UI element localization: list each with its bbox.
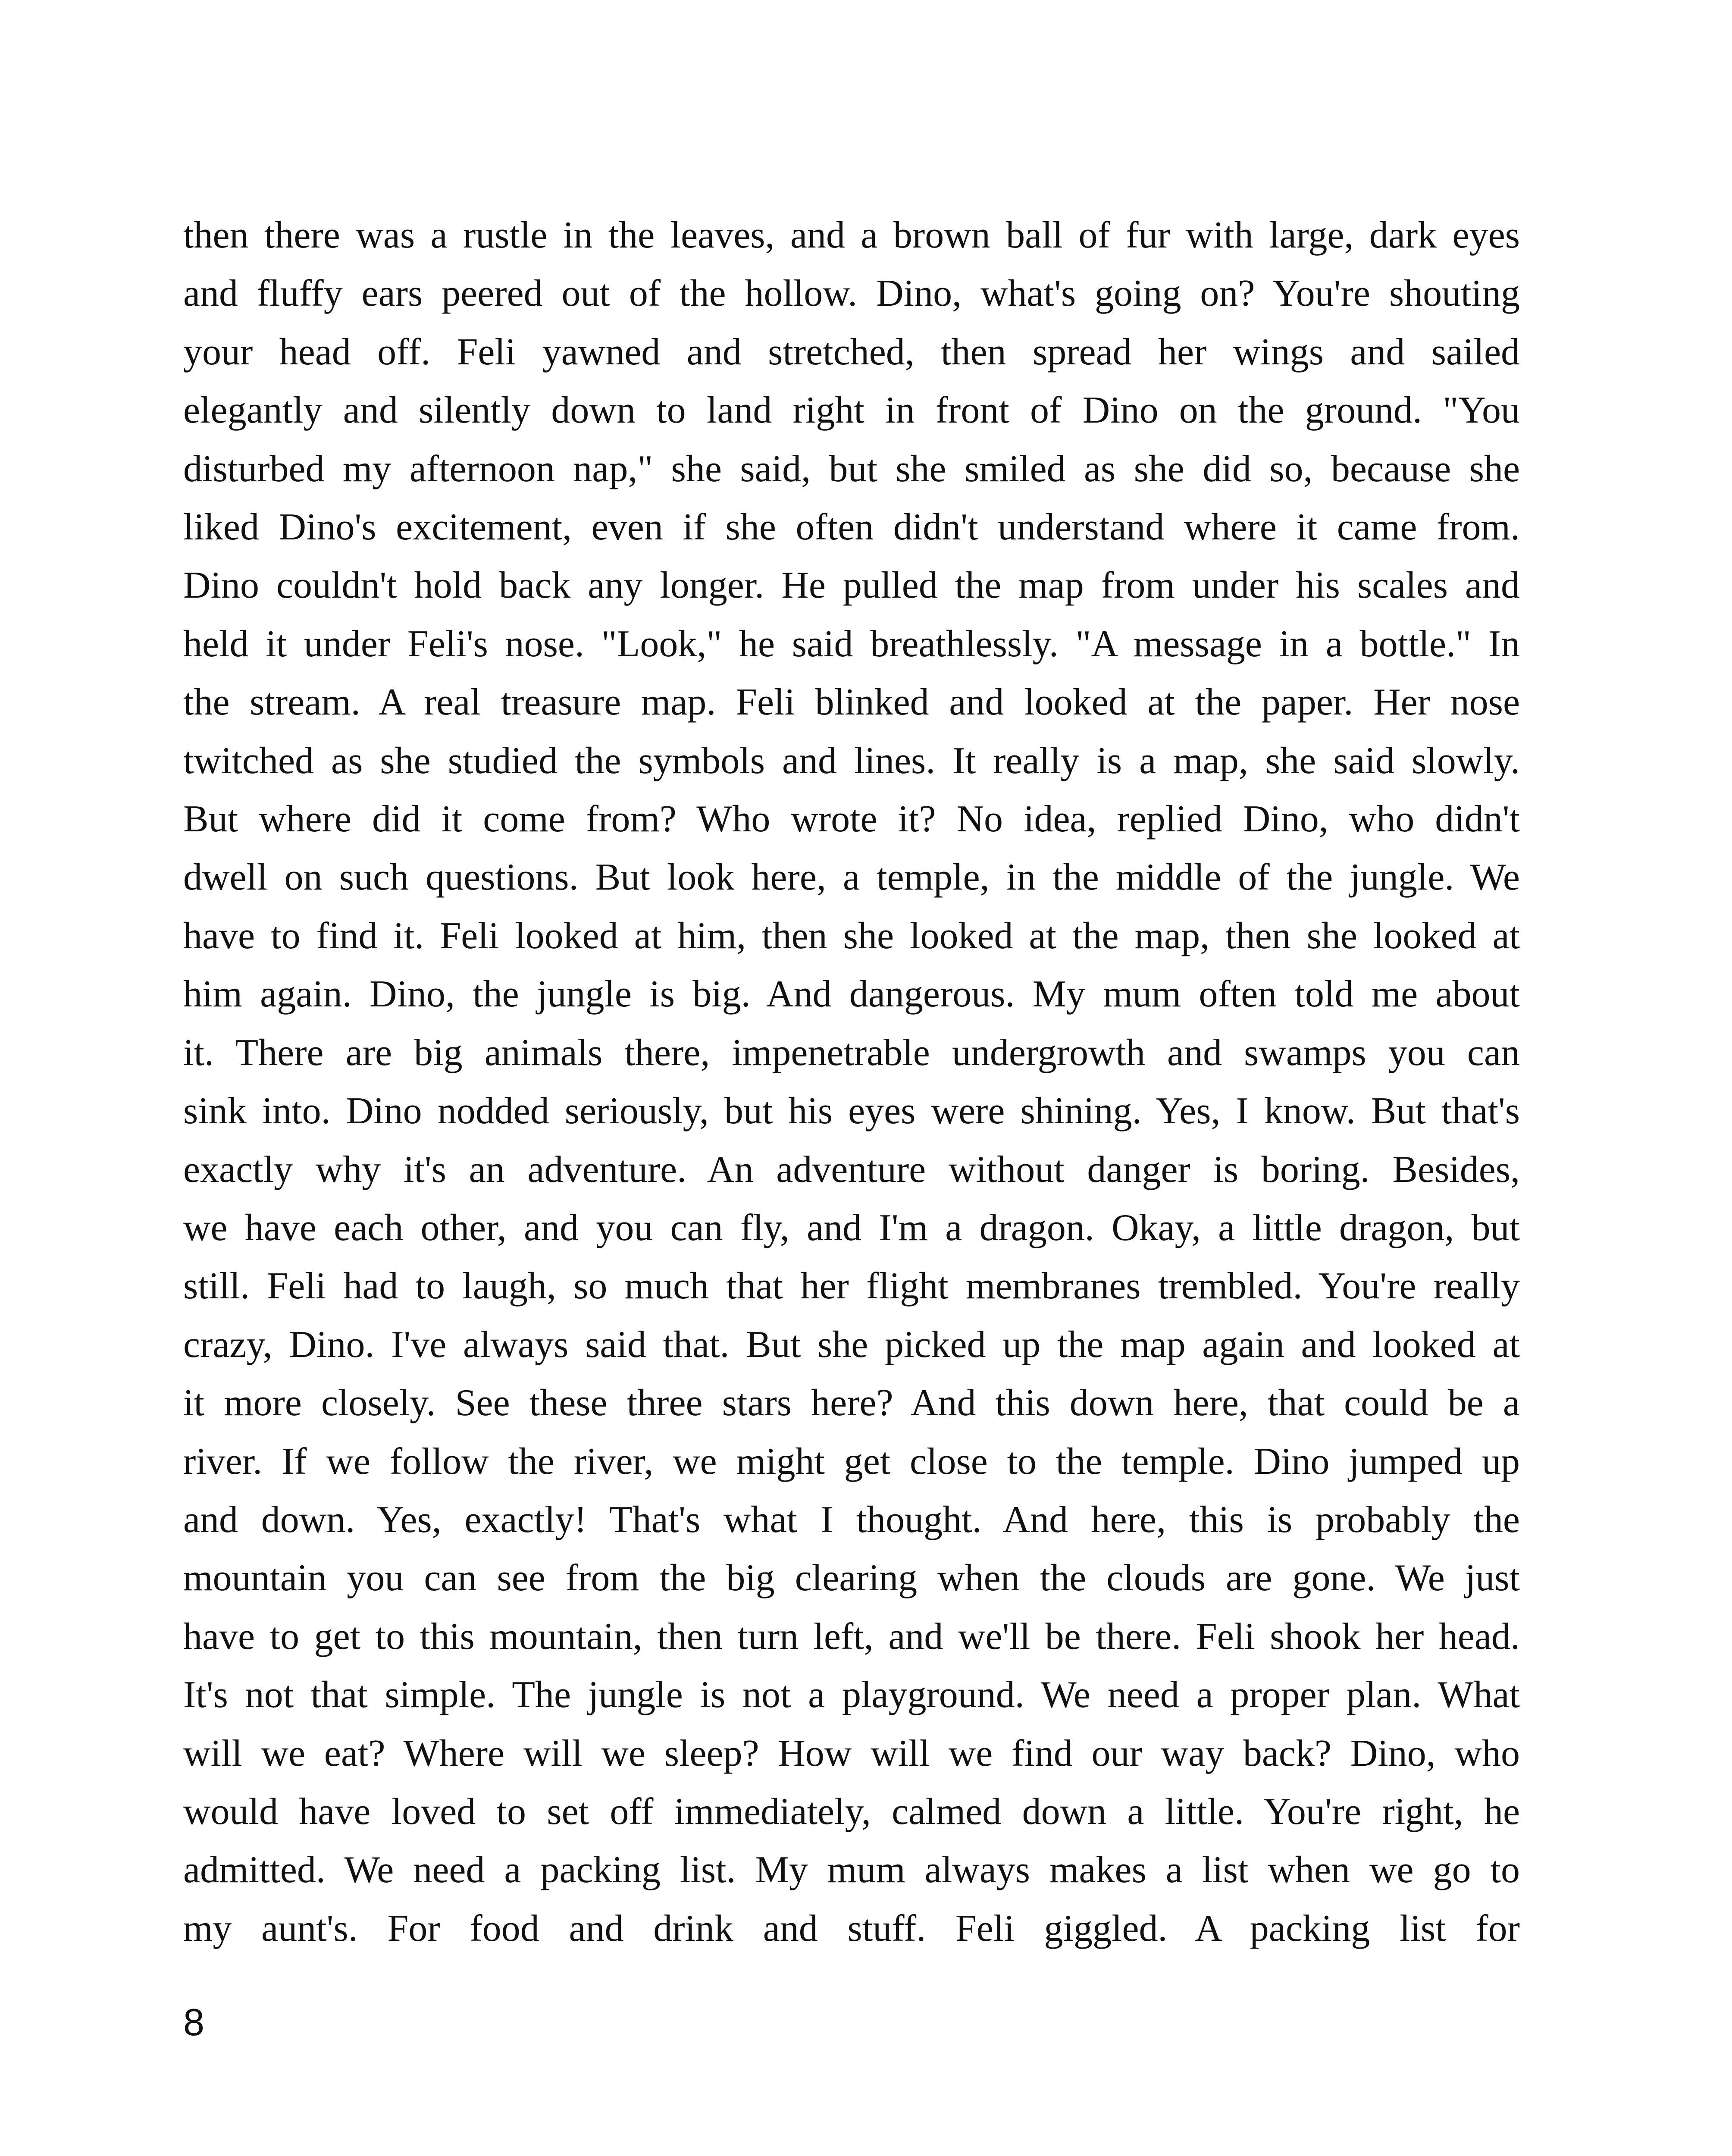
text-line: would have loved to set off immediately, calmed down a little. You're right, he	[183, 1790, 1520, 1833]
text-line: it more closely. See these three stars here? And this down here, that could be a	[183, 1382, 1520, 1424]
text-line: admitted. We need a packing list. My mum always makes a list when we go to	[183, 1849, 1520, 1891]
text-line: we have each other, and you can fly, and I'm a dragon. Okay, a little dragon, but	[183, 1206, 1520, 1249]
body-text	[183, 206, 1520, 1958]
text-line: disturbed my afternoon nap," she said, but she smiled as she did so, because she	[183, 448, 1520, 490]
text-line: river. If we follow the river, we might get close to the temple. Dino jumped up	[183, 1440, 1520, 1482]
text-line: the stream. A real treasure map. Feli blinked and looked at the paper. Her nose	[183, 681, 1520, 724]
text-line: and fluffy ears peered out of the hollow. Dino, what's going on? You're shouting	[183, 273, 1520, 315]
text-line: your head off. Feli yawned and stretched, then spread her wings and sailed	[183, 331, 1520, 373]
text-line: But where did it come from? Who wrote it? No idea, replied Dino, who didn't	[183, 798, 1520, 840]
text-line: crazy, Dino. I've always said that. But she picked up the map again and looked at	[183, 1323, 1520, 1366]
text-line: have to find it. Feli looked at him, then she looked at the map, then she looked at	[183, 915, 1520, 957]
text-line: have to get to this mountain, then turn left, and we'll be there. Feli shook her head.	[183, 1615, 1520, 1658]
text-line: held it under Feli's nose. "Look," he said breathlessly. "A message in a bottle." In	[183, 623, 1520, 665]
text-line: mountain you can see from the big clearing when the clouds are gone. We just	[183, 1557, 1520, 1599]
text-line: Dino couldn't hold back any longer. He pulled the map from under his scales and	[183, 564, 1520, 607]
text-line: liked Dino's excitement, even if she often didn't understand where it came from.	[183, 506, 1520, 548]
text-line: sink into. Dino nodded seriously, but his eyes were shining. Yes, I know. But that's	[183, 1090, 1520, 1132]
text-line: still. Feli had to laugh, so much that her flight membranes trembled. You're really	[183, 1265, 1520, 1307]
text-line: exactly why it's an adventure. An adventure without danger is boring. Besides,	[183, 1148, 1520, 1191]
text-line: him again. Dino, the jungle is big. And dangerous. My mum often told me about	[183, 973, 1520, 1015]
text-line: elegantly and silently down to land right in front of Dino on the ground. "You	[183, 389, 1520, 432]
text-line: then there was a rustle in the leaves, and a brown ball of fur with large, dark eyes	[183, 214, 1520, 256]
text-line: It's not that simple. The jungle is not a playground. We need a proper plan. What	[183, 1674, 1520, 1716]
page-number: 8	[183, 2001, 204, 2043]
text-line: dwell on such questions. But look here, a temple, in the middle of the jungle. We	[183, 856, 1520, 899]
text-line: it. There are big animals there, impenetrable undergrowth and swamps you can	[183, 1031, 1520, 1074]
text-line: twitched as she studied the symbols and lines. It really is a map, she said slowly.	[183, 740, 1520, 782]
text-line: will we eat? Where will we sleep? How will we find our way back? Dino, who	[183, 1732, 1520, 1774]
text-line: my aunt's. For food and drink and stuff. Feli giggled. A packing list for	[183, 1907, 1520, 1949]
text-line: and down. Yes, exactly! That's what I thought. And here, this is probably the	[183, 1498, 1520, 1541]
